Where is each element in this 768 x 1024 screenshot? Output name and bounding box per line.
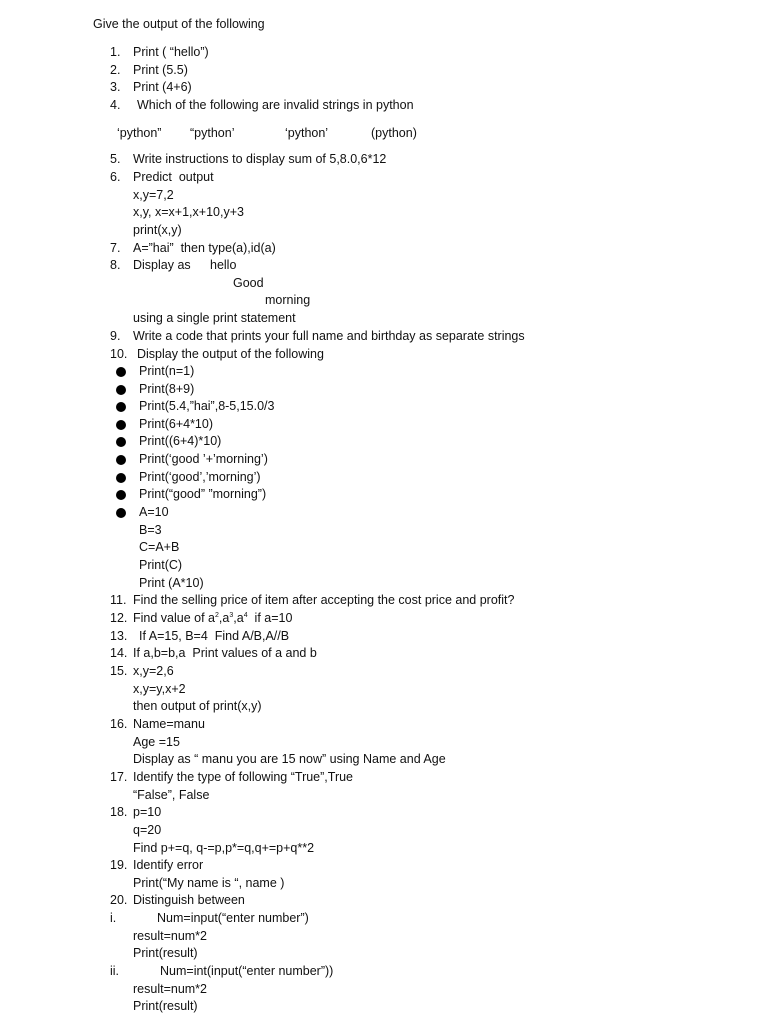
item-number: 6. xyxy=(110,170,121,184)
code-line: Num=input(“enter number”) xyxy=(157,911,309,925)
question-text: Display the output of the following xyxy=(137,347,324,361)
item-number: 19. xyxy=(110,858,128,872)
item-number: 1. xyxy=(110,45,121,59)
question-text: Find p+=q, q-=p,p*=q,q+=p+q**2 xyxy=(133,841,315,855)
question-text: Identify error xyxy=(133,858,204,872)
bullet-icon xyxy=(116,385,126,395)
question-text: Find the selling price of item after accepting the cost price and profit? xyxy=(133,593,515,607)
bullet-item: Print(“good” ”morning”) xyxy=(139,487,267,501)
item-number: 8. xyxy=(110,258,121,272)
question-text: Display as “ manu you are 15 now” using Name and Age xyxy=(133,752,446,766)
bullet-item: A=10 xyxy=(139,505,169,519)
bullet-icon xyxy=(116,420,126,430)
item-number: 20. xyxy=(110,893,128,907)
question-text: Print (4+6) xyxy=(133,80,192,94)
question-text xyxy=(133,610,292,626)
code-line: q=20 xyxy=(133,823,162,837)
item-number: 5. xyxy=(110,152,121,166)
code-line: Print(“My name is “, name ) xyxy=(133,876,285,890)
question-text: x,y=2,6 xyxy=(133,664,174,678)
code-line: x,y, x=x+1,x+10,y+3 xyxy=(133,205,244,219)
code-line: print(x,y) xyxy=(133,223,182,237)
display-word: hello xyxy=(210,258,237,272)
question-text: using a single print statement xyxy=(133,311,296,325)
item-number: 17. xyxy=(110,770,128,784)
question-text: Predict output xyxy=(133,170,214,184)
worksheet-heading: Give the output of the following xyxy=(93,17,265,31)
bullet-icon xyxy=(116,455,126,465)
code-line: B=3 xyxy=(139,523,162,537)
bullet-icon xyxy=(116,402,126,412)
bullet-icon xyxy=(116,367,126,377)
question-text: Distinguish between xyxy=(133,893,245,907)
code-line: p=10 xyxy=(133,805,162,819)
bullet-icon xyxy=(116,508,126,518)
question-part: ,a xyxy=(233,611,244,625)
question-text: If A=15, B=4 Find A/B,A//B xyxy=(139,629,290,643)
display-word: Good xyxy=(233,276,264,290)
item-number: 13. xyxy=(110,629,128,643)
item-number: i. xyxy=(110,911,117,925)
item-number: 18. xyxy=(110,805,128,819)
item-number: 15. xyxy=(110,664,128,678)
bullet-item: Print(5.4,”hai”,8-5,15.0/3 xyxy=(139,399,275,413)
item-number: 7. xyxy=(110,241,121,255)
question-text: Which of the following are invalid strings in python xyxy=(137,98,414,112)
question-text: A=”hai” then type(a),id(a) xyxy=(133,241,276,255)
code-line: result=num*2 xyxy=(133,929,207,943)
bullet-item: Print((6+4)*10) xyxy=(139,434,222,448)
item-number: 2. xyxy=(110,63,121,77)
code-line: x,y=7,2 xyxy=(133,188,174,202)
item-number: 16. xyxy=(110,717,128,731)
item-number: 12. xyxy=(110,611,128,625)
question-text: If a,b=b,a Print values of a and b xyxy=(133,646,317,660)
code-line: Num=int(input(“enter number”)) xyxy=(160,964,334,978)
question-text: then output of print(x,y) xyxy=(133,699,262,713)
question-part: ,a xyxy=(218,611,230,625)
item-number: 3. xyxy=(110,80,121,94)
bullet-item: Print(n=1) xyxy=(139,364,195,378)
string-option: ‘python’ xyxy=(285,126,329,140)
item-number: 9. xyxy=(110,329,121,343)
question-text: Name=manu xyxy=(133,717,205,731)
code-line: Print(result) xyxy=(133,999,198,1013)
code-line: C=A+B xyxy=(139,540,180,554)
question-part: Find value of a xyxy=(133,611,215,625)
question-text: Display as xyxy=(133,258,191,272)
bullet-item: Print(‘good ’+’morning’) xyxy=(139,452,268,466)
string-option: (python) xyxy=(371,126,417,140)
item-number: 14. xyxy=(110,646,128,660)
code-line: Print(C) xyxy=(139,558,183,572)
question-part: if a=10 xyxy=(247,611,293,625)
question-text: Write instructions to display sum of 5,8.0,6*12 xyxy=(133,152,387,166)
code-line: x,y=y,x+2 xyxy=(133,682,186,696)
question-text: “False”, False xyxy=(133,788,210,802)
question-text: Identify the type of following “True”,True xyxy=(133,770,354,784)
code-line: Print(result) xyxy=(133,946,198,960)
bullet-item: Print(8+9) xyxy=(139,382,195,396)
code-line: Print (A*10) xyxy=(139,576,204,590)
bullet-icon xyxy=(116,490,126,500)
question-text: Write a code that prints your full name and birthday as separate strings xyxy=(133,329,525,343)
question-text: Print (5.5) xyxy=(133,63,188,77)
superscript: 2 xyxy=(215,612,219,619)
display-word: morning xyxy=(265,293,311,307)
superscript: 4 xyxy=(243,612,248,619)
item-number: 4. xyxy=(110,98,121,112)
bullet-icon xyxy=(116,437,126,447)
item-number: 10. xyxy=(110,347,128,361)
bullet-item: Print(6+4*10) xyxy=(139,417,213,431)
item-number: 11. xyxy=(110,593,127,607)
superscript: 3 xyxy=(229,612,234,619)
question-text: Print ( “hello”) xyxy=(133,45,209,59)
code-line: result=num*2 xyxy=(133,982,207,996)
code-line: Age =15 xyxy=(133,735,180,749)
bullet-item: Print(‘good’,’morning’) xyxy=(139,470,261,484)
string-option: ‘python” xyxy=(117,126,162,140)
bullet-icon xyxy=(116,473,126,483)
item-number: ii. xyxy=(110,964,120,978)
string-option: “python’ xyxy=(190,126,235,140)
